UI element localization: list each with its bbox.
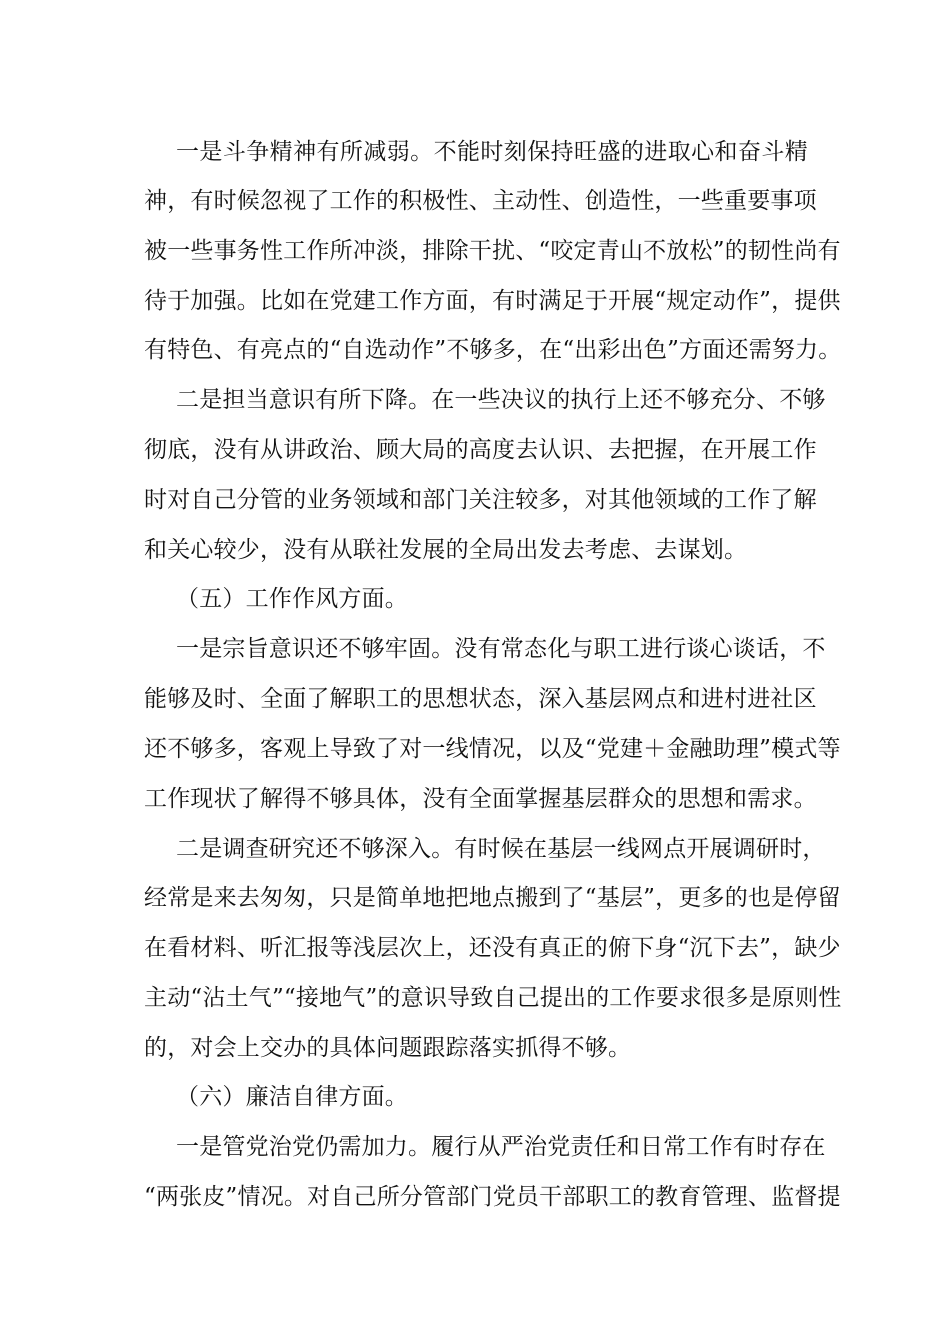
paragraph-line: 二是担当意识有所下降。在一些决议的执行上还不够充分、不够 [176,387,826,413]
paragraph-line: 一是斗争精神有所减弱。不能时刻保持旺盛的进取心和奋斗精 [176,139,808,165]
paragraph-line: 彻底，没有从讲政治、顾大局的高度去认识、去把握，在开展工作 [144,437,817,463]
paragraph-line: 待于加强。比如在党建工作方面，有时满足于开展“规定动作”，提供 [144,288,841,314]
paragraph-line: 神，有时候忽视了工作的积极性、主动性、创造性，一些重要事项 [144,188,817,214]
paragraph-line: 在看材料、听汇报等浅层次上，还没有真正的俯下身“沉下去”，缺少 [144,935,841,961]
paragraph-line: 被一些事务性工作所冲淡，排除干扰、“咬定青山不放松”的韧性尚有 [144,238,841,264]
paragraph-line: 工作现状了解得不够具体，没有全面掌握基层群众的思想和需求。 [144,786,817,812]
paragraph-line: 二是调查研究还不够深入。有时候在基层一线网点开展调研时， [176,836,826,862]
paragraph-line: “两张皮”情况。对自己所分管部门党员干部职工的教育管理、监督提 [144,1184,841,1210]
paragraph-line: 主动“沾土气”“接地气”的意识导致自己提出的工作要求很多是原则性 [144,985,842,1011]
section-heading: （五）工作作风方面。 [176,586,408,612]
paragraph-line: 的，对会上交办的具体问题跟踪落实抓得不够。 [144,1035,632,1061]
paragraph-line: 一是管党治党仍需加力。履行从严治党责任和日常工作有时存在 [176,1134,826,1160]
paragraph-line: 有特色、有亮点的“自选动作”不够多，在“出彩出色”方面还需努力。 [144,337,842,363]
paragraph-line: 一是宗旨意识还不够牢固。没有常态化与职工进行谈心谈话，不 [176,636,826,662]
paragraph-line: 经常是来去匆匆，只是简单地把地点搬到了“基层”，更多的也是停留 [144,885,841,911]
paragraph-line: 能够及时、全面了解职工的思想状态，深入基层网点和进村进社区 [144,686,817,712]
paragraph-line: 还不够多，客观上导致了对一线情况，以及“党建＋金融助理”模式等 [144,736,841,762]
paragraph-line: 和关心较少，没有从联社发展的全局出发去考虑、去谋划。 [144,537,748,563]
paragraph-line: 时对自己分管的业务领域和部门关注较多，对其他领域的工作了解 [144,487,817,513]
section-heading: （六）廉洁自律方面。 [176,1084,408,1110]
